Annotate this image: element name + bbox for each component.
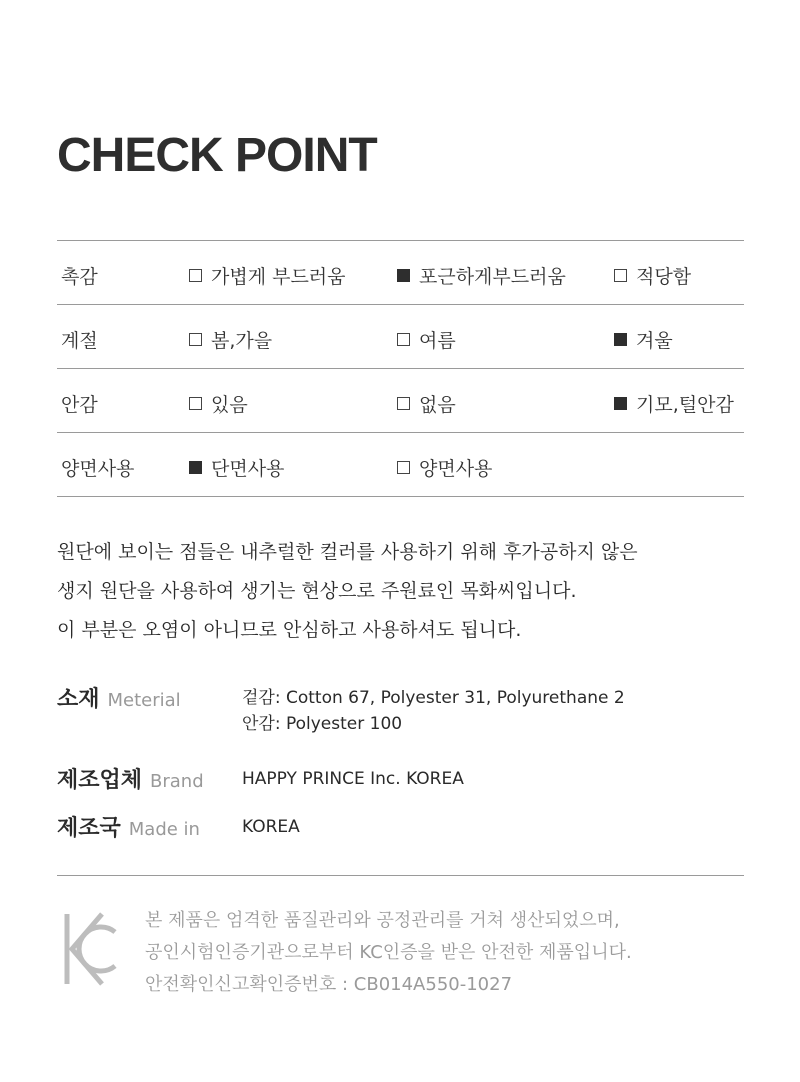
option-fleece-lining: 기모,털안감 — [614, 390, 734, 417]
option-lining-yes: 있음 — [189, 390, 248, 417]
notice-line: 원단에 보이는 점들은 내추럴한 컬러를 사용하기 위해 후가공하지 않은 — [57, 541, 638, 563]
option-winter: 겨울 — [614, 326, 673, 353]
row-label: 안감 — [61, 394, 98, 416]
option-spring-fall: 봄,가을 — [189, 326, 272, 353]
notice-line: 이 부분은 오염이 아니므로 안심하고 사용하셔도 됩니다. — [57, 619, 522, 641]
notice-line: 생지 원단을 사용하여 생기는 현상으로 주원료인 목화씨입니다. — [57, 580, 577, 602]
checkbox-empty-icon — [614, 269, 627, 282]
spec-label-en: Made in — [128, 819, 200, 840]
kc-line: 안전확인신고확인증번호 : CB014A550-1027 — [145, 974, 513, 995]
row-label: 촉감 — [61, 266, 98, 288]
spec-label-ko: 소재 — [57, 687, 100, 712]
table-row-reversible — [57, 433, 744, 497]
table-row-lining — [57, 369, 744, 433]
table-row-touch — [57, 241, 744, 305]
spec-value: HAPPY PRINCE Inc. KOREA — [242, 769, 464, 789]
option-single-side: 단면사용 — [189, 454, 284, 481]
option-moderate: 적당함 — [614, 262, 691, 289]
option-lining-no: 없음 — [397, 390, 456, 417]
checkbox-empty-icon — [397, 333, 410, 346]
checkbox-empty-icon — [189, 333, 202, 346]
checkbox-empty-icon — [397, 461, 410, 474]
kc-certification-icon — [62, 910, 118, 988]
checkbox-filled-icon — [189, 461, 202, 474]
check-point-table — [57, 240, 744, 497]
table-row-season — [57, 305, 744, 369]
option-double-side: 양면사용 — [397, 454, 492, 481]
option-summer: 여름 — [397, 326, 456, 353]
row-label: 계절 — [61, 330, 98, 352]
spec-value: 겉감: Cotton 67, Polyester 31, Polyurethane 2 안감: Polyester 100 — [242, 688, 625, 734]
checkbox-empty-icon — [189, 397, 202, 410]
spec-label-ko: 제조국 — [57, 816, 121, 841]
checkbox-empty-icon — [189, 269, 202, 282]
spec-label-ko: 제조업체 — [57, 768, 143, 793]
checkbox-filled-icon — [614, 397, 627, 410]
section-divider — [57, 875, 744, 876]
page-title: CHECK POINT — [57, 129, 377, 182]
option-light-soft: 가볍게 부드러움 — [189, 262, 346, 289]
fabric-notice — [57, 533, 747, 650]
checkbox-filled-icon — [614, 333, 627, 346]
spec-label-en: Brand — [150, 771, 204, 792]
spec-value: KOREA — [242, 817, 300, 837]
kc-line: 본 제품은 엄격한 품질관리와 공정관리를 거쳐 생산되었으며, — [145, 910, 620, 931]
spec-label-en: Meterial — [107, 690, 181, 711]
option-cozy-soft: 포근하게부드러움 — [397, 262, 566, 289]
checkbox-filled-icon — [397, 269, 410, 282]
kc-line: 공인시험인증기관으로부터 KC인증을 받은 안전한 제품입니다. — [145, 942, 632, 963]
row-label: 양면사용 — [61, 458, 135, 480]
kc-certification-text — [145, 905, 632, 1001]
checkbox-empty-icon — [397, 397, 410, 410]
